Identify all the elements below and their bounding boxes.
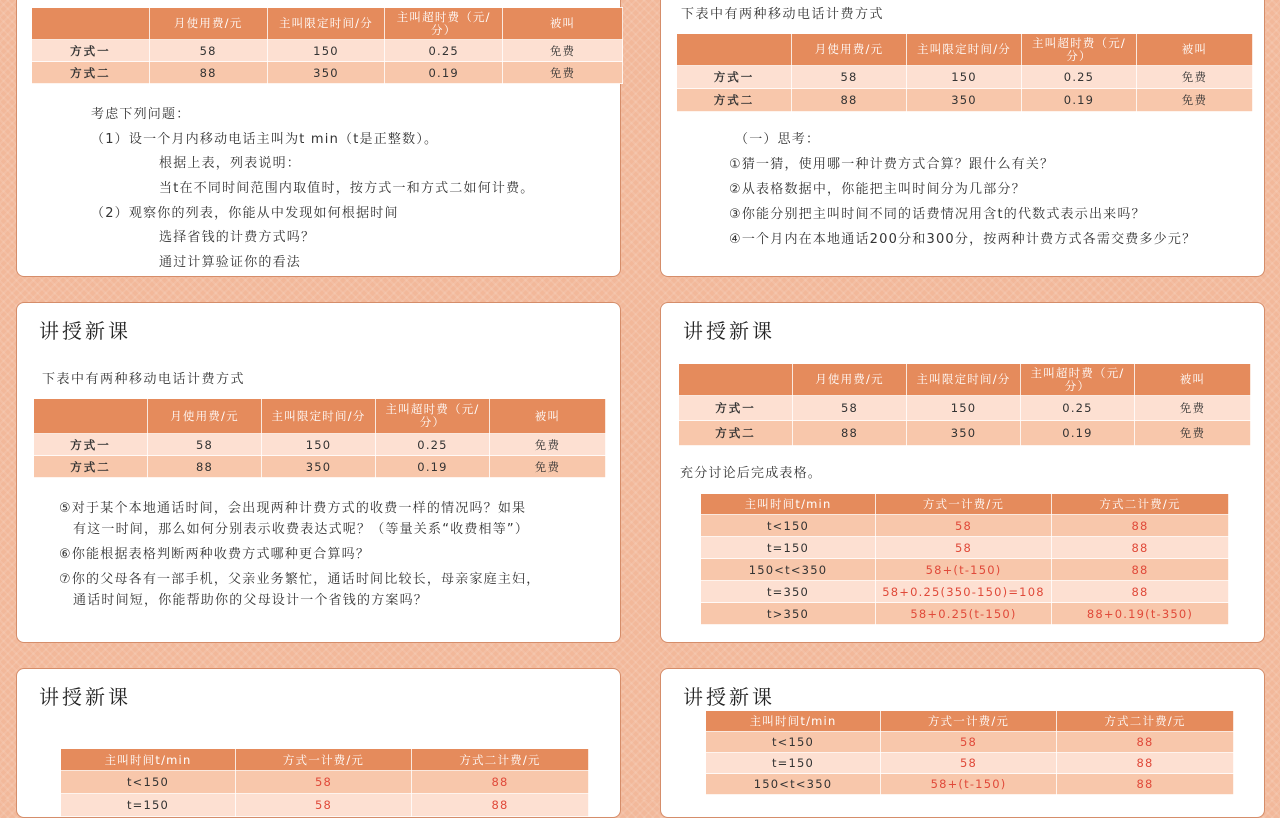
text-line: （1）设一个月内移动电话主叫为t min（t是正整数）。 (91, 132, 439, 147)
calc-cell: 58 (236, 771, 412, 794)
fee-cell: 方式一 (677, 66, 792, 89)
calc-header: 主叫时间t/min (706, 711, 881, 732)
fee-cell: 免费 (1137, 66, 1253, 89)
calc-cell: 88 (1057, 732, 1234, 753)
fee-cell: 免费 (490, 456, 606, 478)
calc-cell: 150<t<350 (706, 774, 881, 795)
slide-4 (660, 302, 1265, 643)
calc-cell: 88 (412, 771, 589, 794)
calc-header: 方式一计费/元 (881, 711, 1057, 732)
fee-header-overtime: 主叫超时费（元/分） (385, 8, 503, 40)
fee-cell: 58 (149, 40, 267, 62)
fee-cell: 0.19 (1021, 421, 1135, 446)
calc-cell: 88 (1057, 753, 1234, 774)
calc-cell: t=150 (706, 753, 881, 774)
fee-header-limit: 主叫限定时间/分 (267, 8, 385, 40)
calc-header: 方式一计费/元 (236, 749, 412, 771)
calc-cell: 58+0.25(350-150)=108 (876, 581, 1052, 603)
calc-cell: t=350 (701, 581, 876, 603)
fee-cell: 0.25 (385, 40, 503, 62)
text-line: 当t在不同时间范围内取值时，按方式一和方式二如何计费。 (159, 181, 535, 196)
fee-header-called: 被叫 (1137, 34, 1253, 66)
fee-header-called: 被叫 (1135, 364, 1251, 396)
fee-cell: 方式一 (32, 40, 150, 62)
calc-table (700, 493, 1229, 625)
text-line: （2）观察你的列表，你能从中发现如何根据时间 (91, 206, 399, 221)
fee-header-monthly: 月使用费/元 (148, 399, 262, 434)
text-line: ②从表格数据中，你能把主叫时间分为几部分？ (729, 182, 1026, 197)
fee-header-monthly: 月使用费/元 (149, 8, 267, 40)
calc-cell: t>350 (701, 603, 876, 625)
fee-cell: 免费 (490, 434, 606, 456)
calc-cell: 88 (412, 794, 589, 817)
fee-header-overtime: 主叫超时费（元/分） (376, 399, 490, 434)
calc-cell: 88 (1052, 515, 1229, 537)
calc-cell: t<150 (701, 515, 876, 537)
calc-table (60, 748, 589, 817)
fee-table (678, 363, 1251, 446)
fee-cell: 免费 (503, 62, 623, 84)
fee-cell: 150 (267, 40, 385, 62)
fee-header-limit: 主叫限定时间/分 (907, 364, 1021, 396)
fee-header-called: 被叫 (503, 8, 623, 40)
text-line: 通话时间短，你能帮助你的父母设计一个省钱的方案吗？ (73, 593, 429, 608)
slide-3 (16, 302, 621, 643)
calc-cell: 88 (1057, 774, 1234, 795)
fee-cell: 方式二 (679, 421, 793, 446)
fee-cell: 150 (262, 434, 376, 456)
discussion-text: 充分讨论后完成表格。 (680, 466, 823, 481)
section-title: 讲授新课 (39, 685, 131, 709)
calc-table (705, 710, 1234, 795)
text-line: 考虑下列问题： (91, 107, 191, 122)
fee-header-empty (32, 8, 150, 40)
calc-cell: 88 (1052, 537, 1229, 559)
fee-cell: 88 (149, 62, 267, 84)
fee-header-overtime: 主叫超时费（元/分） (1022, 34, 1137, 66)
calc-cell: 88+0.19(t-350) (1052, 603, 1229, 625)
fee-cell: 58 (793, 396, 907, 421)
fee-header-limit: 主叫限定时间/分 (907, 34, 1022, 66)
calc-cell: 58+(t-150) (876, 559, 1052, 581)
fee-cell: 0.25 (1021, 396, 1135, 421)
fee-cell: 0.25 (1022, 66, 1137, 89)
intro-text: 下表中有两种移动电话计费方式 (42, 372, 246, 387)
fee-cell: 58 (148, 434, 262, 456)
fee-table (33, 398, 606, 478)
slide-5 (16, 668, 621, 818)
fee-cell: 0.19 (376, 456, 490, 478)
fee-cell: 方式二 (32, 62, 150, 84)
calc-cell: 150<t<350 (701, 559, 876, 581)
slide-6 (660, 668, 1265, 818)
fee-cell: 150 (907, 66, 1022, 89)
text-line: ⑥你能根据表格判断两种收费方式哪种更合算吗？ (59, 547, 371, 562)
fee-cell: 免费 (1135, 421, 1251, 446)
calc-header: 方式二计费/元 (1052, 494, 1229, 515)
fee-header-empty (34, 399, 148, 434)
text-line: 根据上表，列表说明： (159, 156, 302, 171)
calc-cell: 58 (881, 753, 1057, 774)
text-line: ③你能分别把主叫时间不同的话费情况用含t的代数式表示出来吗？ (729, 207, 1146, 222)
calc-cell: t<150 (61, 771, 236, 794)
calc-header: 方式二计费/元 (1057, 711, 1234, 732)
calc-header: 主叫时间t/min (61, 749, 236, 771)
fee-table (676, 33, 1253, 112)
fee-cell: 0.25 (376, 434, 490, 456)
intro-text: 下表中有两种移动电话计费方式 (681, 7, 885, 22)
calc-cell: 58 (236, 794, 412, 817)
fee-cell: 88 (792, 89, 907, 112)
calc-cell: 58 (876, 537, 1052, 559)
text-line: 选择省钱的计费方式吗？ (159, 230, 316, 245)
fee-header-empty (679, 364, 793, 396)
fee-cell: 350 (907, 89, 1022, 112)
section-title: 讲授新课 (683, 319, 775, 343)
text-line: ④一个月内在本地通话200分和300分，按两种计费方式各需交费多少元？ (729, 232, 1197, 247)
calc-cell: 88 (1052, 559, 1229, 581)
fee-header-called: 被叫 (490, 399, 606, 434)
fee-cell: 350 (907, 421, 1021, 446)
calc-header: 方式一计费/元 (876, 494, 1052, 515)
text-line: 有这一时间，那么如何分别表示收费表达式呢？（等量关系“收费相等”） (73, 522, 530, 537)
text-line: 通过计算验证你的看法 (159, 255, 302, 270)
fee-header-monthly: 月使用费/元 (793, 364, 907, 396)
fee-cell: 58 (792, 66, 907, 89)
fee-cell: 免费 (1135, 396, 1251, 421)
fee-cell: 免费 (1137, 89, 1253, 112)
calc-cell: 58 (876, 515, 1052, 537)
fee-cell: 88 (793, 421, 907, 446)
text-line: ①猜一猜，使用哪一种计费方式合算？跟什么有关？ (729, 157, 1055, 172)
fee-cell: 免费 (503, 40, 623, 62)
fee-cell: 方式一 (34, 434, 148, 456)
calc-cell: t=150 (61, 794, 236, 817)
fee-table (31, 7, 623, 84)
fee-header-limit: 主叫限定时间/分 (262, 399, 376, 434)
text-line: （一）思考： (735, 132, 821, 147)
fee-cell: 350 (262, 456, 376, 478)
slide-2 (660, 0, 1265, 277)
fee-cell: 方式一 (679, 396, 793, 421)
calc-header: 方式二计费/元 (412, 749, 589, 771)
text-line: ⑤对于某个本地通话时间，会出现两种计费方式的收费一样的情况吗？如果 (59, 501, 527, 516)
calc-cell: 88 (1052, 581, 1229, 603)
fee-header-empty (677, 34, 792, 66)
fee-cell: 0.19 (385, 62, 503, 84)
section-title: 讲授新课 (39, 319, 131, 343)
fee-cell: 88 (148, 456, 262, 478)
calc-header: 主叫时间t/min (701, 494, 876, 515)
calc-cell: 58+0.25(t-150) (876, 603, 1052, 625)
fee-cell: 350 (267, 62, 385, 84)
fee-header-monthly: 月使用费/元 (792, 34, 907, 66)
fee-cell: 0.19 (1022, 89, 1137, 112)
fee-header-overtime: 主叫超时费（元/分） (1021, 364, 1135, 396)
fee-cell: 150 (907, 396, 1021, 421)
calc-cell: t<150 (706, 732, 881, 753)
text-line: ⑦你的父母各有一部手机，父亲业务繁忙，通话时间比较长，母亲家庭主妇， (59, 572, 541, 587)
fee-cell: 方式二 (34, 456, 148, 478)
calc-cell: t=150 (701, 537, 876, 559)
calc-cell: 58 (881, 732, 1057, 753)
calc-cell: 58+(t-150) (881, 774, 1057, 795)
slide-1 (16, 0, 621, 277)
section-title: 讲授新课 (683, 685, 775, 709)
fee-cell: 方式二 (677, 89, 792, 112)
